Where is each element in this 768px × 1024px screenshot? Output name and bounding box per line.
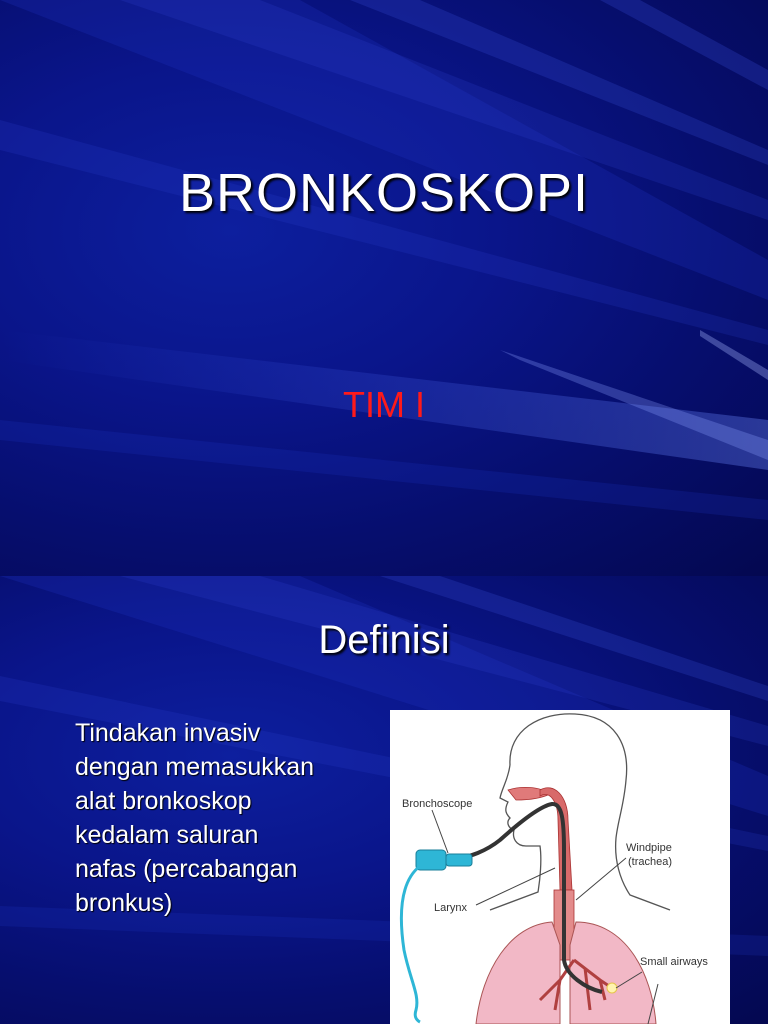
bronchoscopy-diagram [390, 710, 730, 1024]
definition-body [75, 716, 375, 920]
slide-title: BRONKOSKOPI [178, 163, 590, 223]
trachea-label: (trachea) [628, 856, 673, 868]
definition-line: alat bronkoskop [75, 787, 252, 815]
definition-line: kedalam saluran [75, 821, 259, 849]
definition-line: bronkus) [75, 889, 173, 917]
definition-line: Tindakan invasiv [75, 719, 261, 747]
definition-line: dengan memasukkan [75, 753, 315, 781]
slide-subtitle: TIM I [343, 384, 425, 425]
definition-title: Definisi [318, 618, 450, 662]
bronchoscope-label: Bronchoscope [402, 798, 473, 810]
definition-slide [0, 576, 768, 1024]
windpipe-label: Windpipe [626, 842, 672, 854]
definition-line: nafas (percabangan [75, 855, 298, 883]
anatomy-illustration [390, 710, 730, 1024]
larynx-label: Larynx [434, 902, 468, 914]
small-airways-label: Small airways [640, 956, 708, 968]
